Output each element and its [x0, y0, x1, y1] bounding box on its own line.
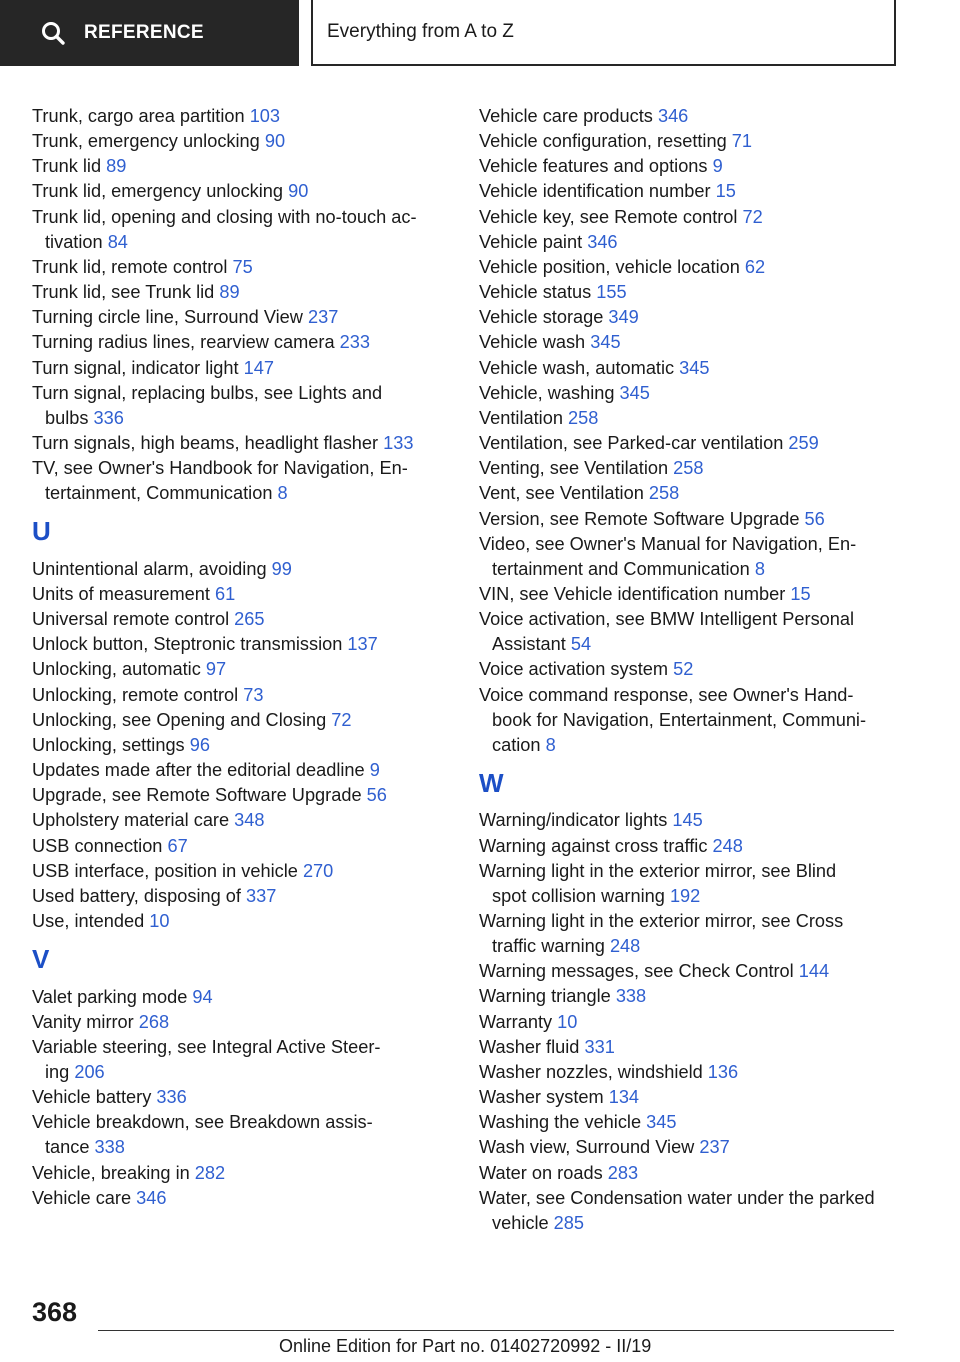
index-entry: [32, 808, 462, 833]
index-entry-text: Used battery, disposing of: [32, 885, 246, 906]
page-link[interactable]: 258: [673, 458, 704, 479]
page-link[interactable]: 265: [234, 609, 265, 630]
index-entry-text: Unlocking, see Opening and Closing: [32, 709, 332, 730]
index-entry-text: Vehicle care: [32, 1187, 137, 1208]
index-entry: [32, 456, 462, 506]
page-link[interactable]: 259: [788, 433, 819, 454]
index-entry-text: Unlocking, remote control: [32, 684, 244, 705]
index-entry: [32, 1110, 462, 1160]
index-entry-text: Warning light in the exterior mirror, see Blind: [479, 860, 837, 881]
index-entry: [32, 783, 462, 808]
index-entry-text: cation: [492, 734, 546, 755]
index-column-left: [32, 104, 462, 1211]
page-link[interactable]: 133: [383, 433, 414, 454]
page-link[interactable]: 346: [136, 1187, 167, 1208]
page-link[interactable]: 96: [189, 734, 210, 755]
index-entry: [32, 884, 462, 909]
index-entry-text: spot collision warning: [492, 885, 670, 906]
index-entry-text: Variable steering, see Integral Active Steer-: [32, 1036, 381, 1057]
page-link[interactable]: 137: [347, 634, 378, 655]
index-column-right: [479, 104, 919, 1236]
index-entry: [479, 230, 919, 255]
page-link[interactable]: 348: [234, 810, 265, 831]
index-entry-text: Vehicle key, see Remote control: [479, 206, 743, 227]
index-entry: [479, 1135, 919, 1160]
page-link[interactable]: 8: [277, 483, 288, 504]
index-entry-text: Vehicle care products: [479, 106, 658, 126]
page-link[interactable]: 345: [646, 1112, 677, 1133]
index-entry: [479, 356, 919, 381]
page-link[interactable]: 72: [331, 709, 352, 730]
index-entry: [479, 280, 919, 305]
index-entry-text: Use, intended: [32, 911, 150, 932]
index-entry: [32, 154, 462, 179]
index-entry-text: Turn signals, high beams, headlight flasher: [32, 433, 384, 454]
index-entry-text: Updates made after the editorial deadline: [32, 760, 370, 781]
page-link[interactable]: 89: [106, 156, 127, 177]
index-entry-text: Trunk, cargo area partition: [32, 106, 250, 126]
page-link[interactable]: 192: [669, 885, 701, 906]
index-entry-text: Turn signal, replacing bulbs, see Lights and: [32, 382, 383, 403]
page-link[interactable]: 72: [742, 206, 763, 227]
page-link[interactable]: 15: [715, 181, 736, 202]
index-entry: [32, 607, 462, 632]
index-entry: [32, 708, 462, 733]
index-entry-text: Wash view, Surround View: [479, 1137, 700, 1158]
page-link[interactable]: 349: [608, 307, 639, 328]
index-entry-text: tivation: [45, 231, 108, 252]
index-entry-text: Vehicle storage: [479, 307, 609, 328]
index-entry-text: Trunk lid: [32, 156, 107, 177]
page-link[interactable]: 237: [307, 307, 339, 328]
page-link[interactable]: 258: [648, 483, 680, 504]
index-entry: [32, 834, 462, 859]
index-entry: [479, 683, 919, 758]
index-entry: [479, 607, 919, 657]
page-link[interactable]: 206: [74, 1061, 105, 1082]
index-entry-text: Turn signal, indicator light: [32, 357, 244, 378]
index-entry-text: Video, see Owner's Manual for Navigation, En-: [479, 533, 857, 554]
index-entry-text: Vehicle configuration, resetting: [479, 131, 732, 152]
index-entry-text: Water on roads: [479, 1162, 608, 1183]
index-entry: [32, 104, 462, 129]
index-entry: [32, 733, 462, 758]
page-link[interactable]: 103: [249, 106, 281, 126]
index-entry: [479, 1110, 919, 1135]
page-link[interactable]: 73: [243, 684, 264, 705]
index-entry: [479, 959, 919, 984]
index-entry-text: Upgrade, see Remote Software Upgrade: [32, 785, 367, 806]
index-entry-text: Unintentional alarm, avoiding: [32, 558, 272, 579]
index-entry: [479, 381, 919, 406]
page-link[interactable]: 62: [744, 256, 766, 277]
page-link[interactable]: 338: [615, 986, 647, 1007]
page-link[interactable]: 75: [232, 256, 253, 277]
index-entry: [32, 909, 462, 934]
index-entry: [32, 683, 462, 708]
index-entry: [32, 657, 462, 682]
index-entry-text: Vehicle paint: [479, 231, 588, 252]
index-entry-text: tertainment and Communication: [492, 558, 755, 579]
page-link[interactable]: 283: [607, 1162, 639, 1183]
index-entry-text: Trunk lid, see Trunk lid: [32, 282, 220, 303]
page-link[interactable]: 67: [167, 835, 188, 856]
index-entry-text: Venting, see Ventilation: [479, 458, 674, 479]
index-entry-text: Washer nozzles, windshield: [479, 1061, 708, 1082]
index-entry: [479, 984, 919, 1009]
index-entry-text: Warning messages, see Check Control: [479, 961, 799, 982]
index-entry: [479, 1161, 919, 1186]
index-entry-text: Version, see Remote Software Upgrade: [479, 508, 805, 529]
reference-tab[interactable]: [0, 0, 299, 66]
page-link[interactable]: 248: [712, 835, 743, 856]
index-entry-text: Vehicle breakdown, see Breakdown assis-: [32, 1112, 373, 1133]
index-entry-text: Unlocking, automatic: [32, 659, 206, 680]
index-entry-text: Units of measurement: [32, 583, 215, 604]
page-link[interactable]: 71: [731, 131, 752, 152]
index-entry-text: Washer system: [479, 1087, 609, 1108]
index-entry: [32, 305, 462, 330]
index-entry-text: Assistant: [492, 634, 571, 655]
page-link[interactable]: 134: [608, 1087, 640, 1108]
index-entry-text: tance: [45, 1137, 95, 1158]
index-entry-text: Turning circle line, Surround View: [32, 307, 308, 328]
page-link[interactable]: 61: [214, 583, 236, 604]
section-title: Everything from A to Z: [311, 0, 896, 66]
index-letter-v: V: [32, 943, 50, 974]
page-link[interactable]: 52: [673, 659, 694, 680]
index-entry-text: Vehicle features and options: [479, 156, 713, 177]
index-entry-text: book for Navigation, Entertainment, Communi-: [492, 709, 867, 730]
index-entry-text: bulbs: [45, 407, 94, 428]
index-entry: [32, 381, 462, 431]
index-entry: [479, 255, 919, 280]
index-entry: [479, 481, 919, 506]
index-entry: [479, 1085, 919, 1110]
index-entry: [32, 129, 462, 154]
page-link[interactable]: 270: [302, 860, 334, 881]
page-link[interactable]: 282: [194, 1162, 226, 1183]
page-link[interactable]: 285: [553, 1212, 585, 1233]
index-entry-text: Voice activation, see BMW Intelligent Personal: [479, 609, 855, 630]
index-entry: [479, 431, 919, 456]
page-link[interactable]: 15: [790, 583, 811, 604]
page-link[interactable]: 345: [679, 357, 710, 378]
index-entry: [32, 356, 462, 381]
index-entry: [479, 179, 919, 204]
index-entry-text: Turning radius lines, rearview camera: [32, 332, 340, 353]
page-link[interactable]: 84: [107, 231, 128, 252]
page-link[interactable]: 145: [672, 810, 703, 831]
index-entry-text: tertainment, Communication: [45, 483, 278, 504]
index-entry: [32, 1161, 462, 1186]
index-entry: [32, 179, 462, 204]
index-entry-text: Washer fluid: [479, 1036, 585, 1057]
index-entry: [479, 834, 919, 859]
index-entry: [479, 406, 919, 431]
index-entry: [32, 431, 462, 456]
index-entry-text: Trunk lid, emergency unlocking: [32, 181, 289, 202]
index-entry-text: Vehicle battery: [32, 1087, 157, 1108]
page-link[interactable]: 345: [590, 332, 621, 353]
index-entry-text: Warranty: [479, 1011, 558, 1032]
index-entry-text: VIN, see Vehicle identification number: [479, 583, 791, 604]
page-link[interactable]: 136: [707, 1061, 739, 1082]
index-entry-text: TV, see Owner's Handbook for Navigation, En-: [32, 458, 408, 479]
index-entry: [479, 1035, 919, 1060]
index-entry: [479, 507, 919, 532]
page-link[interactable]: 9: [369, 760, 380, 781]
index-entry-text: Warning light in the exterior mirror, see Cross: [479, 911, 844, 932]
index-entry: [32, 205, 462, 255]
index-entry-text: Warning triangle: [479, 986, 616, 1007]
search-icon: [40, 20, 66, 46]
page-link[interactable]: 248: [609, 936, 641, 957]
index-entry: [32, 1010, 462, 1035]
index-entry-text: Voice command response, see Owner's Hand-: [479, 684, 854, 705]
index-entry: [32, 255, 462, 280]
index-entry: [32, 859, 462, 884]
page-link[interactable]: 336: [93, 407, 124, 428]
index-entry-text: USB connection: [32, 835, 168, 856]
index-entry: [479, 205, 919, 230]
index-entry: [479, 330, 919, 355]
page-link[interactable]: 345: [619, 382, 650, 403]
index-entry-text: ing: [45, 1061, 75, 1082]
index-entry: [479, 859, 919, 909]
index-entry: [479, 582, 919, 607]
index-entry-text: Vehicle identification number: [479, 181, 716, 202]
page-link[interactable]: 10: [557, 1011, 578, 1032]
index-entry: [479, 104, 919, 129]
index-entry-text: Universal remote control: [32, 609, 235, 630]
page-number: 368: [32, 1297, 78, 1327]
page-link[interactable]: 54: [570, 634, 592, 655]
index-entry: [32, 758, 462, 783]
index-entry: [479, 532, 919, 582]
index-entry: [479, 1010, 919, 1035]
index-entry-text: Vehicle wash: [479, 332, 591, 353]
page-link[interactable]: 147: [243, 357, 274, 378]
index-entry: [479, 1186, 919, 1236]
page-link[interactable]: 8: [754, 558, 765, 579]
page-link[interactable]: 338: [94, 1137, 125, 1158]
index-entry-text: Vehicle, washing: [479, 382, 620, 403]
index-entry: [479, 456, 919, 481]
index-entry-text: Upholstery material care: [32, 810, 235, 831]
page-link[interactable]: 346: [587, 231, 618, 252]
index-entry-text: Valet parking mode: [32, 986, 193, 1007]
index-entry-text: Vehicle status: [479, 282, 597, 303]
reference-label: REFERENCE: [84, 22, 204, 43]
index-entry-text: Vehicle position, vehicle location: [479, 256, 745, 277]
index-entry-text: Voice activation system: [479, 659, 674, 680]
index-entry-text: Water, see Condensation water under the parked: [479, 1187, 875, 1208]
index-entry: [32, 330, 462, 355]
page-link[interactable]: 56: [366, 785, 387, 806]
index-entry-text: Trunk lid, remote control: [32, 256, 233, 277]
index-entry-text: Trunk, emergency unlocking: [32, 131, 265, 152]
index-entry-text: USB interface, position in vehicle: [32, 860, 303, 881]
page-link[interactable]: 9: [712, 156, 723, 177]
index-entry-text: Ventilation: [479, 407, 568, 428]
index-entry: [32, 985, 462, 1010]
page-link[interactable]: 268: [138, 1011, 170, 1032]
index-entry: [32, 582, 462, 607]
page-link[interactable]: 237: [699, 1137, 730, 1158]
page-link[interactable]: 331: [584, 1036, 615, 1057]
index-entry-text: vehicle: [492, 1212, 554, 1233]
page-header: [0, 0, 960, 66]
index-entry: [32, 280, 462, 305]
index-entry-text: Vent, see Ventilation: [479, 483, 649, 504]
page-link[interactable]: 10: [149, 911, 170, 932]
page-link[interactable]: 90: [264, 131, 286, 152]
index-entry: [479, 657, 919, 682]
index-entry-text: Warning against cross traffic: [479, 835, 713, 856]
index-entry: [32, 1085, 462, 1110]
page-link[interactable]: 337: [246, 885, 277, 906]
index-entry-text: Ventilation, see Parked-car ventilation: [479, 433, 789, 454]
index-entry-text: Warning/indicator lights: [479, 810, 673, 831]
footer-divider: [98, 1330, 894, 1331]
page-link[interactable]: 144: [798, 961, 830, 982]
index-entry-text: Unlock button, Steptronic transmission: [32, 634, 348, 655]
page-link[interactable]: 99: [271, 558, 292, 579]
index-entry: [479, 909, 919, 959]
index-entry: [479, 305, 919, 330]
index-entry-text: Washing the vehicle: [479, 1112, 647, 1133]
index-letter-u: U: [32, 516, 51, 547]
index-letter-w: W: [479, 767, 504, 798]
edition-note: Online Edition for Part no. 01402720992 - II/19: [279, 1336, 652, 1356]
index-entry: [32, 1186, 462, 1211]
index-entry-text: Vehicle wash, automatic: [479, 357, 680, 378]
index-entry: [32, 1035, 462, 1085]
index-entry: [479, 129, 919, 154]
page-link[interactable]: 89: [219, 282, 240, 303]
page-link[interactable]: 94: [192, 986, 213, 1007]
index-entry: [479, 1060, 919, 1085]
index-entry-text: Vanity mirror: [32, 1011, 139, 1032]
page-link[interactable]: 56: [804, 508, 825, 529]
index-entry: [479, 154, 919, 179]
index-entry: [32, 557, 462, 582]
index-entry-text: traffic warning: [492, 936, 610, 957]
page-link[interactable]: 233: [339, 332, 370, 353]
page-link[interactable]: 336: [156, 1087, 187, 1108]
index-entry: [479, 808, 919, 833]
index-entry: [32, 632, 462, 657]
page-link[interactable]: 97: [205, 659, 227, 680]
page-link[interactable]: 90: [288, 181, 309, 202]
page-link[interactable]: 155: [596, 282, 627, 303]
index-entry-text: Unlocking, settings: [32, 734, 190, 755]
page-link[interactable]: 8: [545, 734, 556, 755]
page-link[interactable]: 258: [567, 407, 599, 428]
page-link[interactable]: 346: [657, 106, 689, 126]
index-entry-text: Vehicle, breaking in: [32, 1162, 195, 1183]
index-entry-text: Trunk lid, opening and closing with no-touch ac-: [32, 206, 417, 227]
